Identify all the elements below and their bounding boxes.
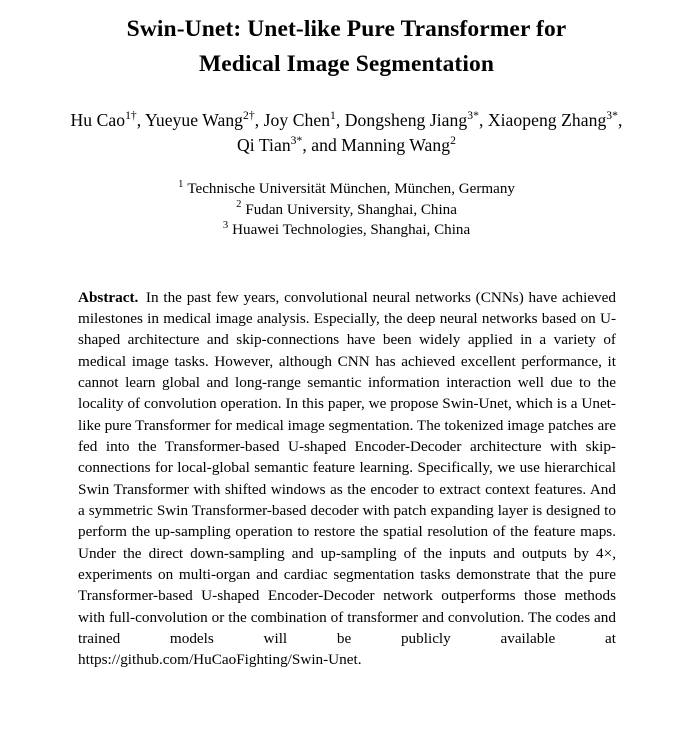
abstract-body: In the past few years, convolutional neural networks (CNNs) have achieved milestones in medical image analysis. Especially, the deep neural networks based on U-shaped architecture and skip-connections have been widely applied in a variety of medical image tasks. However, although CNN has achieved excellent performance, it cannot learn global and long-range semantic information interaction well due to the locality of convolution operation. In this paper, we propose Swin-Unet, which is a Unet-like pure Transformer for medical image segmentation. The tokenized image patches are fed into the Transformer-based U-shaped Encoder-Decoder architecture with skip-connections for local-global semantic feature learning. Specifically, we use hierarchical Swin Transformer with shifted windows as the encoder to extract context features. And a symmetric Swin Transformer-based decoder with patch expanding layer is designed to perform the up-sampling operation to restore the spatial resolution of the feature maps. Under the direct down-sampling and up-sampling of the inputs and outputs by 4×, experiments on multi-organ and cardiac segmentation tasks demonstrate that the pure Transformer-based U-shaped Encoder-Decoder network outperforms those methods with full-convolution or the combination of transformer and convolution. The codes and trained models will be publicly available at bbox=[78, 288, 616, 647]
abstract-trailing-period: . bbox=[357, 651, 362, 669]
author-line-2: Qi Tian$^{3*}$, and Manning Wang$^2$ bbox=[237, 134, 456, 155]
affiliation-marker: 3 bbox=[222, 219, 229, 231]
author-affiliation-marker: 3* bbox=[606, 109, 619, 123]
author-affiliation-marker: 1† bbox=[125, 109, 137, 123]
author-list bbox=[0, 108, 693, 158]
abstract-repository-url: https://github.com/HuCaoFighting/Swin-Unet bbox=[78, 651, 358, 669]
title-line-2: Medical Image Segmentation bbox=[199, 51, 494, 77]
abstract-paragraph bbox=[78, 287, 616, 671]
author-affiliation-marker: 1 bbox=[330, 109, 336, 123]
author-affiliation-marker: 3* bbox=[467, 109, 479, 123]
affiliation-item bbox=[0, 179, 693, 200]
abstract-label: Abstract. bbox=[78, 288, 139, 306]
author-affiliation-marker: 3* bbox=[290, 134, 303, 148]
title-line-1: Swin-Unet: Unet-like Pure Transformer for bbox=[126, 16, 567, 42]
abstract-section bbox=[0, 287, 693, 671]
affiliation-name: Fudan University, Shanghai, China bbox=[245, 201, 457, 218]
affiliation-marker: 2 bbox=[236, 199, 242, 211]
affiliation-name: Huawei Technologies, Shanghai, China bbox=[232, 222, 471, 238]
affiliation-item bbox=[0, 200, 693, 221]
affiliation-list bbox=[0, 179, 693, 241]
author-line-1: Hu Cao$^{1\dagger}$, Yueyue Wang$^{2\dagger}$, Joy Chen$^1$, Dongsheng Jiang$^{3*}$, Xiaopeng Zhang$^{3*}$, bbox=[70, 109, 623, 130]
affiliation-item bbox=[0, 220, 693, 241]
paper-title bbox=[0, 0, 693, 82]
author-affiliation-marker: 2 bbox=[450, 134, 456, 148]
affiliation-name: Technische Universität München, München, Germany bbox=[187, 181, 515, 197]
author-affiliation-marker: 2† bbox=[243, 109, 255, 123]
affiliation-marker: 1 bbox=[178, 178, 184, 190]
